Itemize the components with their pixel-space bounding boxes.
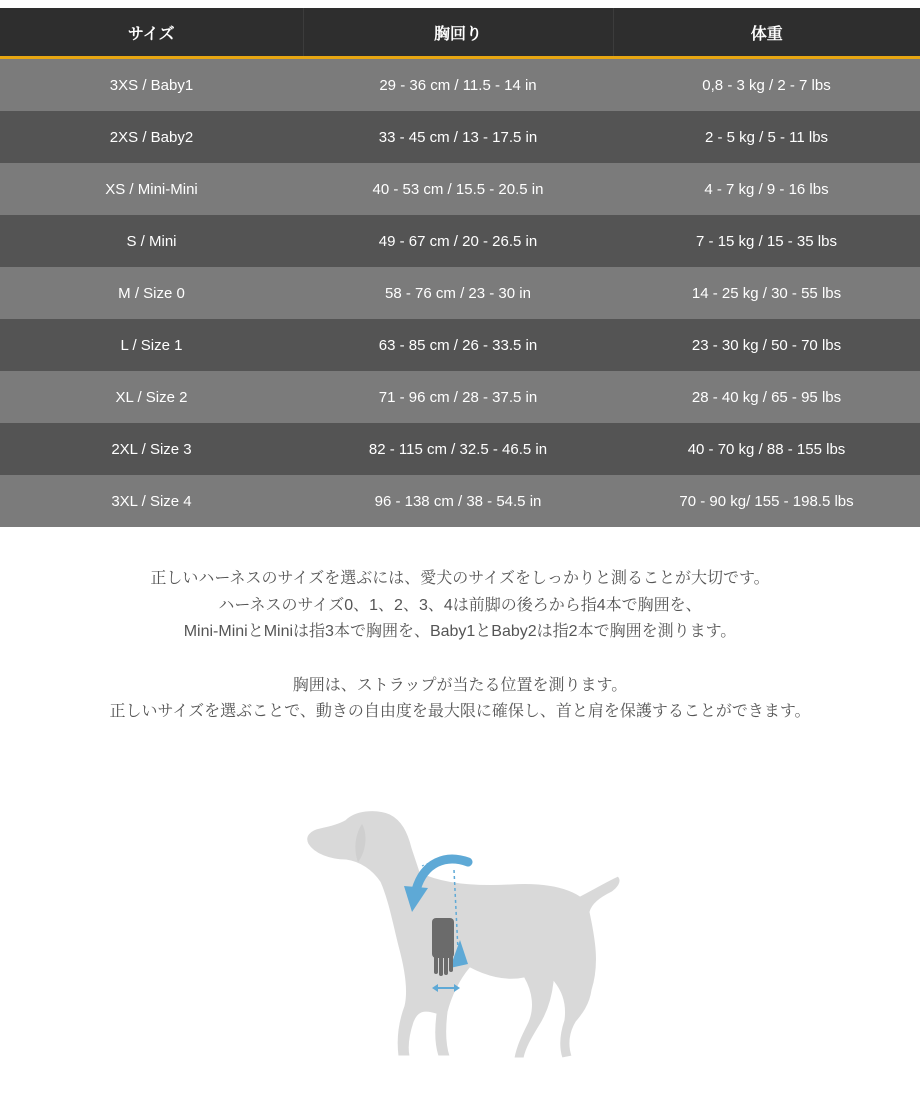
cell-size: 3XS / Baby1 — [0, 58, 303, 112]
cell-size: XS / Mini-Mini — [0, 163, 303, 215]
cell-size: S / Mini — [0, 215, 303, 267]
instruction-line: Mini-MiniとMiniは指3本で胸囲を、Baby1とBaby2は指2本で胸囲を測ります。 — [183, 623, 737, 640]
header-size: サイズ — [0, 8, 303, 58]
hand-icon — [432, 918, 454, 976]
cell-weight: 2 - 5 kg / 5 - 11 lbs — [613, 111, 920, 163]
table-row — [0, 371, 920, 423]
cell-chest: 58 - 76 cm / 23 - 30 in — [303, 267, 613, 319]
size-chart-table — [0, 8, 920, 527]
cell-chest: 63 - 85 cm / 26 - 33.5 in — [303, 319, 613, 371]
cell-weight: 14 - 25 kg / 30 - 55 lbs — [613, 267, 920, 319]
cell-weight: 7 - 15 kg / 15 - 35 lbs — [613, 215, 920, 267]
cell-size: 3XL / Size 4 — [0, 475, 303, 527]
cell-weight: 0,8 - 3 kg / 2 - 7 lbs — [613, 58, 920, 112]
table-row — [0, 267, 920, 319]
table-row — [0, 319, 920, 371]
table-row — [0, 475, 920, 527]
cell-size: M / Size 0 — [0, 267, 303, 319]
cell-chest: 40 - 53 cm / 15.5 - 20.5 in — [303, 163, 613, 215]
header-chest: 胸回り — [303, 8, 613, 58]
header-weight: 体重 — [613, 8, 920, 58]
cell-chest: 82 - 115 cm / 32.5 - 46.5 in — [303, 423, 613, 475]
cell-size: 2XS / Baby2 — [0, 111, 303, 163]
table-row — [0, 215, 920, 267]
table-row — [0, 111, 920, 163]
measuring-instructions — [0, 566, 920, 726]
cell-weight: 4 - 7 kg / 9 - 16 lbs — [613, 163, 920, 215]
instruction-line: 正しいハーネスのサイズを選ぶには、愛犬のサイズをしっかりと測ることが大切です。 — [150, 570, 770, 587]
cell-size: XL / Size 2 — [0, 371, 303, 423]
cell-size: L / Size 1 — [0, 319, 303, 371]
table-header-row — [0, 8, 920, 58]
cell-weight: 70 - 90 kg/ 155 - 198.5 lbs — [613, 475, 920, 527]
instruction-line: ハーネスのサイズ0、1、2、3、4は前脚の後ろから指4本で胸囲を、 — [218, 596, 702, 614]
cell-weight: 28 - 40 kg / 65 - 95 lbs — [613, 371, 920, 423]
cell-chest: 71 - 96 cm / 28 - 37.5 in — [303, 371, 613, 423]
table-row — [0, 423, 920, 475]
table-row — [0, 58, 920, 112]
cell-weight: 23 - 30 kg / 50 - 70 lbs — [613, 319, 920, 371]
cell-chest: 33 - 45 cm / 13 - 17.5 in — [303, 111, 613, 163]
instruction-line: 胸囲は、ストラップが当たる位置を測ります。 — [292, 676, 628, 694]
dog-measuring-icon — [300, 800, 630, 1065]
dog-silhouette-icon — [307, 811, 620, 1058]
cell-weight: 40 - 70 kg / 88 - 155 lbs — [613, 423, 920, 475]
cell-chest: 96 - 138 cm / 38 - 54.5 in — [303, 475, 613, 527]
table-row — [0, 163, 920, 215]
cell-size: 2XL / Size 3 — [0, 423, 303, 475]
instruction-line: 正しいサイズを選ぶことで、動きの自由度を最大限に確保し、首と肩を保護することができます。 — [109, 703, 811, 720]
cell-chest: 49 - 67 cm / 20 - 26.5 in — [303, 215, 613, 267]
cell-chest: 29 - 36 cm / 11.5 - 14 in — [303, 58, 613, 112]
